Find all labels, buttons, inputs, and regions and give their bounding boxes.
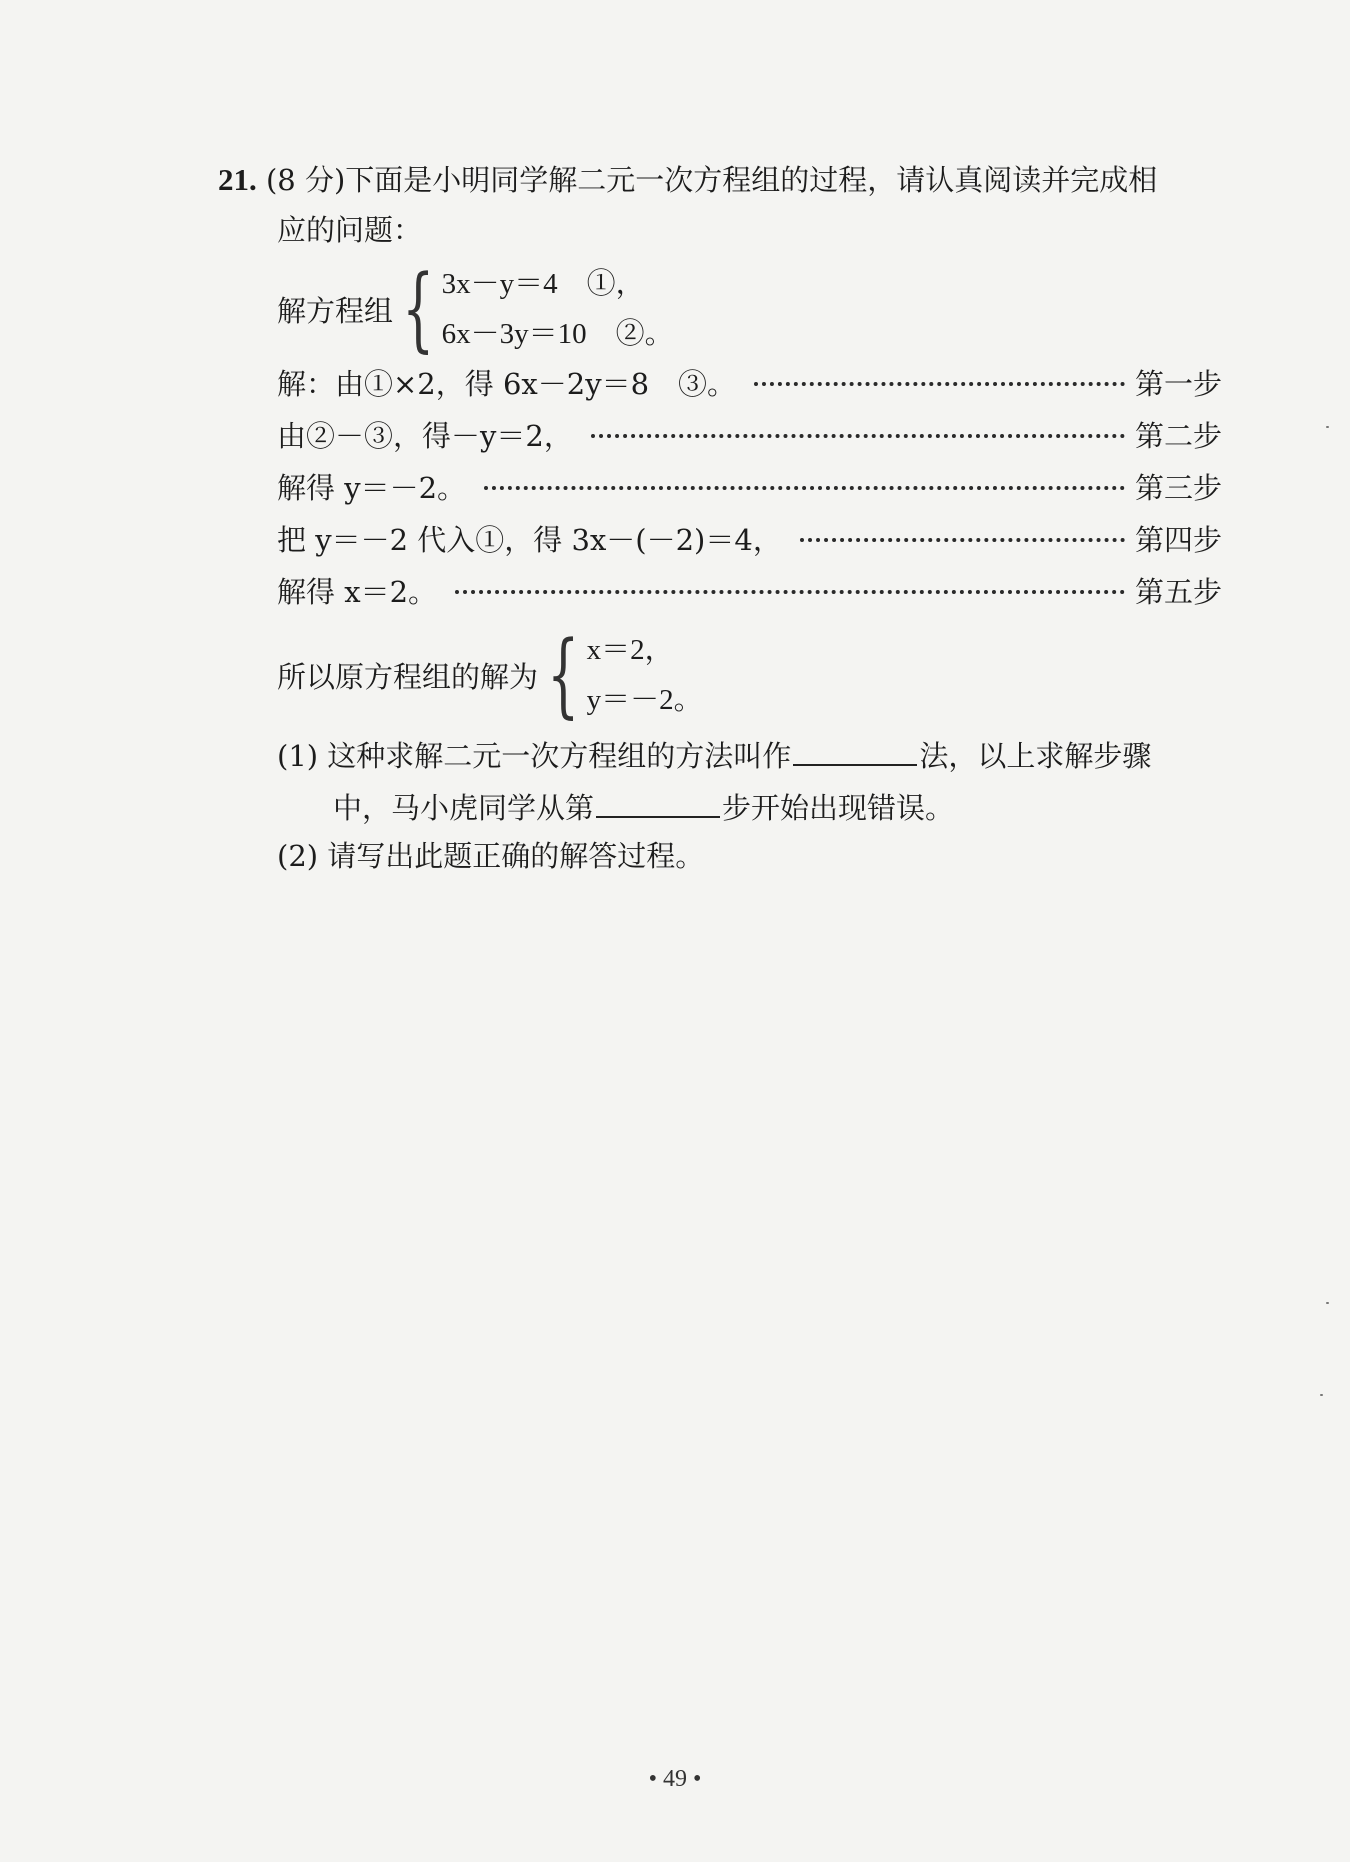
step-text: 解得 x＝2。	[277, 575, 438, 609]
step-row-1	[277, 366, 1222, 402]
step-text: 由②－③，得－y＝2，	[277, 419, 573, 453]
subquestion-1-text-d: 步开始出现错误。	[722, 791, 955, 825]
equation-2: 6x－3y＝10 ②。	[441, 318, 674, 350]
step-tag: 第五步	[1134, 575, 1222, 609]
scan-speck	[1320, 1394, 1323, 1396]
leader-dots	[800, 538, 1125, 542]
answer-blank-method[interactable]	[793, 734, 917, 766]
subquestion-1-text-b: 法，以上求解步骤	[919, 739, 1152, 773]
step-tag: 第三步	[1134, 471, 1222, 505]
subquestion-1-text-a: (1) 这种求解二元一次方程组的方法叫作	[277, 739, 792, 773]
left-brace-icon: {	[547, 621, 580, 728]
step-row-2	[277, 418, 1222, 454]
scan-speck	[1326, 426, 1329, 428]
solution-equations	[587, 628, 703, 722]
question-number: 21.	[218, 162, 257, 197]
subquestion-2: (2) 请写出此题正确的解答过程。	[277, 839, 705, 873]
page-number: • 49 •	[648, 1766, 702, 1792]
solution-system	[277, 621, 703, 728]
step-row-3	[277, 470, 1222, 506]
leader-dots	[591, 434, 1125, 438]
leader-dots	[484, 486, 1125, 490]
question-intro-line1: (8 分)下面是小明同学解二元一次方程组的过程，请认真阅读并完成相	[265, 163, 1158, 197]
step-row-5	[277, 574, 1222, 610]
solution-x: x＝2，	[586, 634, 674, 666]
step-tag: 第四步	[1134, 523, 1222, 557]
question-intro-line2: 应的问题：	[277, 213, 423, 247]
step-tag: 第二步	[1134, 419, 1222, 453]
question-header	[218, 162, 1157, 198]
step-text: 解得 y＝－2。	[277, 471, 467, 505]
left-brace-icon: {	[402, 255, 435, 362]
step-row-4	[277, 522, 1222, 558]
system-label: 解方程组	[277, 293, 394, 328]
leader-dots	[754, 382, 1125, 386]
equation-system	[277, 255, 674, 362]
leader-dots	[455, 590, 1125, 594]
solution-y: y＝－2。	[586, 684, 703, 716]
step-tag: 第一步	[1134, 367, 1222, 401]
subquestion-1-text-c: 中，马小虎同学从第	[333, 791, 595, 825]
solution-label: 所以原方程组的解为	[277, 659, 539, 694]
subquestion-1-line2	[333, 786, 954, 826]
equation-1: 3x－y＝4 ①，	[441, 268, 645, 300]
answer-blank-step[interactable]	[596, 786, 720, 818]
subquestion-1-line1	[277, 734, 1151, 774]
step-text: 解：由①×2，得 6x－2y＝8 ③。	[277, 367, 737, 401]
system-equations	[442, 262, 674, 356]
scan-speck	[1326, 1302, 1329, 1304]
step-text: 把 y＝－2 代入①，得 3x－(－2)＝4，	[277, 523, 782, 557]
